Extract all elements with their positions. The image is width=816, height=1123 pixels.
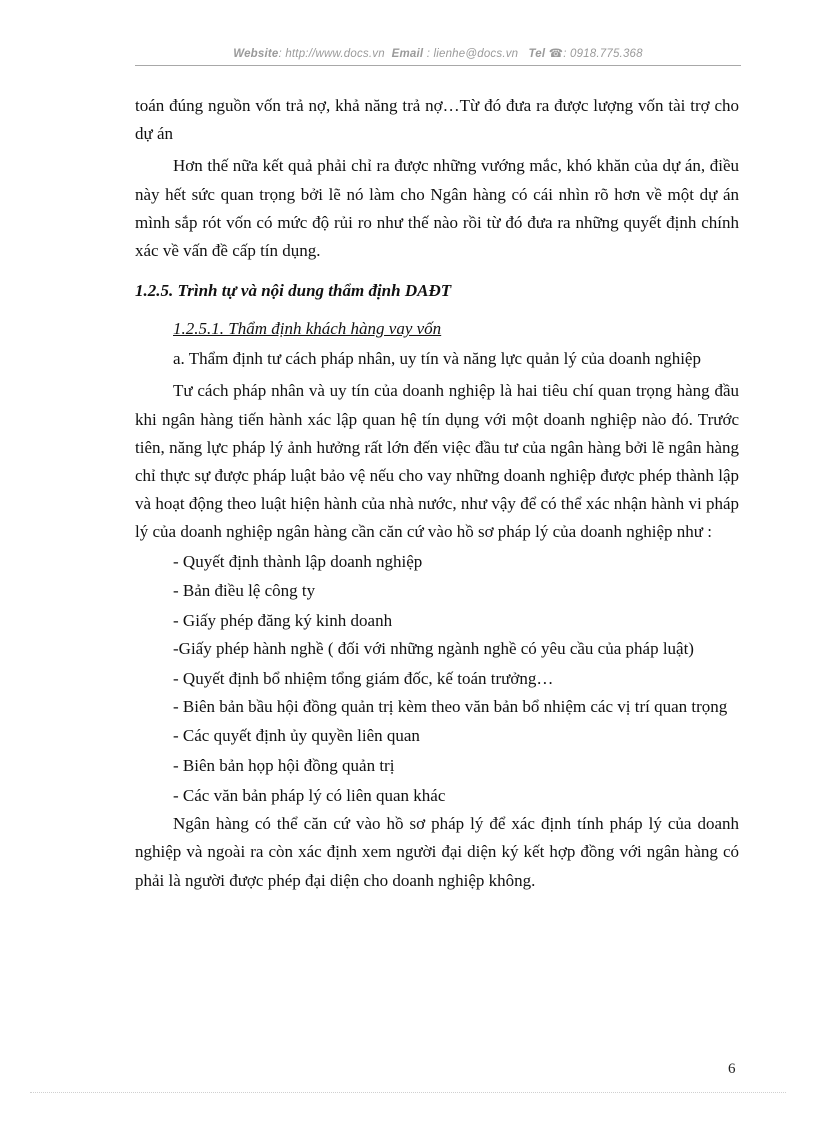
- list-item: - Quyết định thành lập doanh nghiệp: [173, 551, 423, 571]
- list-item: - Bản điều lệ công ty: [173, 581, 316, 601]
- footer-divider: [30, 1092, 786, 1093]
- website-label: Website: [233, 48, 279, 60]
- paragraph-3: a. Thẩm định tư cách pháp nhân, uy tín và năng lực quản lý của doanh nghiệp: [173, 349, 701, 369]
- subsection-heading: 1.2.5.1. Thẩm định khách hàng vay vốn: [173, 319, 442, 339]
- section-heading: 1.2.5. Trình tự và nội dung thẩm định DAĐT: [135, 281, 452, 301]
- list-item: -Giấy phép hành nghề ( đối với những ngành nghề có yêu cầu của pháp luật): [173, 639, 694, 659]
- list-item: - Biên bản bầu hội đồng quản trị kèm theo văn bản bổ nhiệm các vị trí quan trọng: [173, 697, 728, 717]
- document-list: [135, 547, 739, 811]
- page-header: [135, 46, 741, 60]
- paragraph-4: Tư cách pháp nhân và uy tín của doanh nghiệp là hai tiêu chí quan trọng hàng đầu khi ngân hàng tiến hành xác lập quan hệ tín dụng với một doanh nghiệp nào đó. Trước tiên, năng lực pháp lý ảnh hưởng rất lớn đến việc đầu tư của ngân hàng bởi lẽ ngân hàng chỉ thực sự được pháp luật bảo vệ nếu cho vay những doanh nghiệp được phép thành lập và hoạt động theo luật hiện hành của nhà nước, như vậy để có thể xác nhận hành vi pháp lý của doanh nghiệp ngân hàng cần căn cứ vào hồ sơ pháp lý của doanh nghiệp như :: [135, 381, 739, 542]
- list-item: - Biên bản họp hội đồng quản trị: [173, 756, 395, 776]
- tel-value: : 0918.775.368: [563, 48, 643, 60]
- list-item: - Các văn bản pháp lý có liên quan khác: [173, 785, 446, 805]
- email-value: : lienhe@docs.vn: [426, 48, 519, 60]
- website-value: : http://www.docs.vn: [278, 48, 385, 60]
- phone-icon: ☎: [548, 48, 564, 60]
- page-number: 6: [728, 1061, 736, 1077]
- paragraph-2: Hơn thế nữa kết quả phải chỉ ra được những vướng mắc, khó khăn của dự án, điều này hết sức quan trọng bởi lẽ nó làm cho Ngân hàng có cái nhìn rõ hơn về một dự án mình sắp rót vốn có mức độ rủi ro như thế nào rồi từ đó đưa ra những quyết định chính xác về vấn đề cấp tín dụng.: [135, 156, 739, 261]
- paragraph-5: Ngân hàng có thể căn cứ vào hồ sơ pháp lý để xác định tính pháp lý của doanh nghiệp và ngoài ra còn xác định xem người đại diện ký kết hợp đồng với ngân hàng có phải là người được phép đại diện cho doanh nghiệp không.: [135, 814, 739, 890]
- document-body: [135, 92, 739, 895]
- header-divider: [135, 65, 741, 66]
- list-item: - Giấy phép đăng ký kinh doanh: [173, 610, 393, 630]
- tel-label: Tel: [528, 48, 546, 60]
- paragraph-1: toán đúng nguồn vốn trả nợ, khả năng trả nợ…Từ đó đưa ra được lượng vốn tài trợ cho dự án: [135, 96, 739, 144]
- list-item: - Các quyết định ủy quyền liên quan: [173, 726, 420, 746]
- email-label: Email: [391, 48, 424, 60]
- list-item: - Quyết định bổ nhiệm tổng giám đốc, kế toán trưởng…: [173, 668, 554, 688]
